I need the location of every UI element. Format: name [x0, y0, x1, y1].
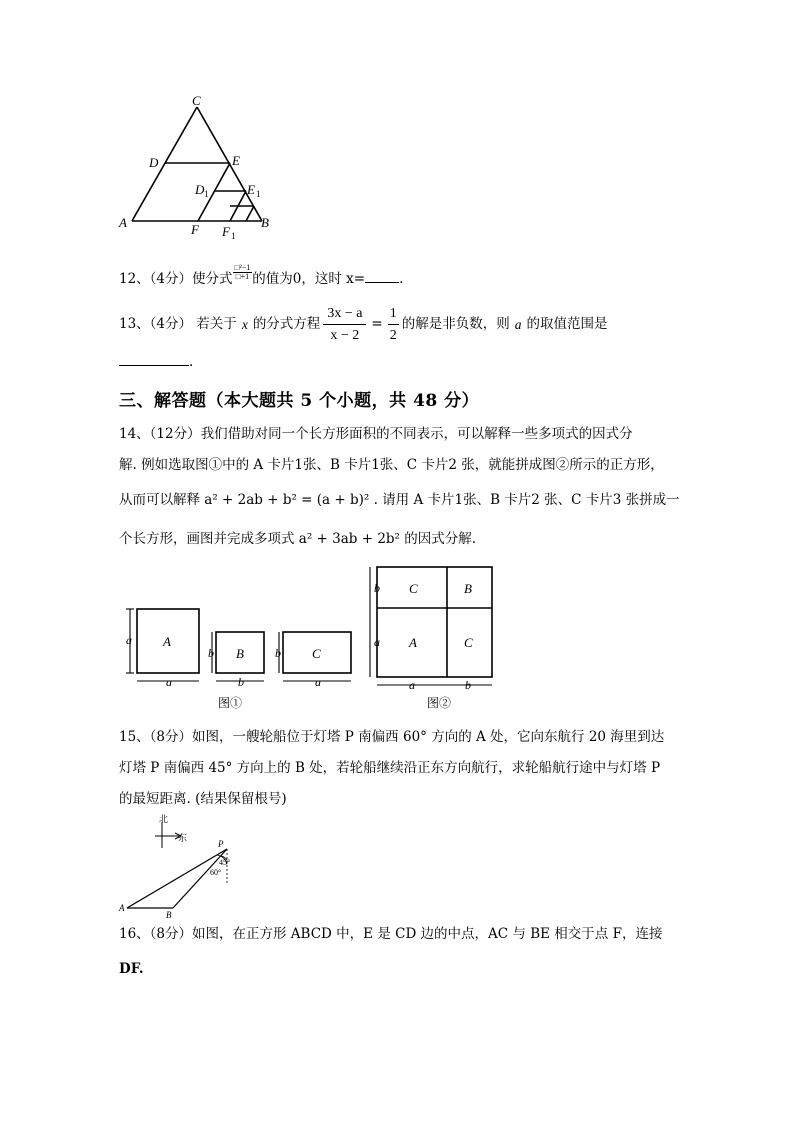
q14-line4: 个长方形，画图并完成多项式 a² + 3ab + 2b² 的因式分解.	[119, 531, 477, 547]
label-D1-sub: 1	[204, 189, 209, 199]
q16-line1: 16、（8分）如图，在正方形 ABCD 中，E 是 CD 边的中点，AC 与 BE 相交于点 F，连接	[119, 926, 663, 942]
fig2-dim-b-h: b	[465, 678, 471, 692]
q13-var-a: a	[514, 317, 522, 333]
card-A-label: A	[163, 634, 171, 649]
q13-lhs-fraction	[323, 307, 366, 343]
question-13	[119, 307, 607, 343]
label-E1: E	[247, 182, 255, 197]
q13-answer-line	[119, 356, 193, 370]
q12-suffix: 的值为0，这时 x=	[252, 271, 366, 287]
section-3-title: 三、解答题（本大题共 5 个小题，共 48 分）	[119, 391, 480, 411]
cards-figure	[122, 562, 507, 712]
label-45: 45°	[219, 858, 231, 867]
figure2-square	[377, 567, 492, 677]
q13-answer-blank[interactable]	[119, 365, 189, 366]
triangle-figure	[115, 90, 285, 240]
q15-line1: 15、（8分）如图，一艘轮船位于灯塔 P 南偏西 60° 方向的 A 处，它向东航行 20 海里到达	[119, 729, 665, 745]
q12-numerator: □²−1	[234, 263, 251, 272]
q14-line3: 从而可以解释 a² + 2ab + b² = (a + b)² . 请用 A 卡片1张、B 卡片2 张、C 卡片3 张拼成一	[119, 492, 680, 508]
card-C-label: C	[312, 646, 321, 661]
label-A-ship: A	[119, 903, 125, 913]
fig2-dim-a-v: a	[374, 635, 380, 649]
q13-eq: =	[371, 316, 383, 333]
q13-lhs-num: 3x − a	[323, 307, 366, 325]
fig2-dim-a-h: a	[409, 678, 415, 692]
north-label: 北	[159, 814, 169, 824]
label-E1-sub: 1	[256, 189, 261, 199]
q14-line1: 14、（12分）我们借助对同一个长方形面积的不同表示，可以解释一些多项式的因式分	[119, 426, 633, 442]
q13-lhs-den: x − 2	[330, 328, 360, 343]
q13-prefix: 13、（4分） 若关于	[119, 316, 237, 333]
east-label: 东	[178, 833, 188, 843]
q13-rhs-fraction	[388, 307, 399, 343]
caption-fig1: 图①	[218, 696, 243, 710]
q13-end: 的取值范围是	[526, 316, 608, 333]
q12-denominator: □+1	[235, 272, 250, 281]
label-F1-sub: 1	[231, 231, 236, 240]
fig2-dim-b-v: b	[374, 581, 380, 595]
q13-suffix: 的解是非负数，则	[401, 316, 510, 333]
label-D: D	[149, 155, 159, 170]
dim-b-B-h: b	[238, 675, 244, 689]
label-D1: D	[195, 182, 205, 197]
fig2-C1: C	[409, 581, 418, 596]
q13-var-x: x	[241, 317, 248, 333]
q12-answer-blank[interactable]	[365, 282, 399, 283]
dim-b-C-v: b	[275, 646, 281, 660]
q16-line2: DF.	[119, 961, 144, 977]
q13-tail: .	[189, 354, 194, 370]
dim-a-C-h: a	[315, 675, 321, 689]
fig2-B: B	[464, 581, 472, 596]
dim-a-A-h: a	[166, 675, 172, 689]
q12-fraction	[233, 264, 253, 281]
label-B: B	[261, 215, 269, 230]
q13-rhs-den: 2	[389, 328, 397, 343]
card-B-label: B	[236, 646, 244, 661]
fig2-A: A	[409, 635, 417, 650]
label-C: C	[192, 93, 201, 108]
question-12	[119, 264, 403, 287]
q12-prefix: 12、（4分）使分式	[119, 271, 233, 287]
ship-figure	[115, 812, 255, 920]
label-B-ship: B	[166, 910, 172, 920]
label-60: 60°	[210, 868, 222, 877]
q13-rhs-num: 1	[388, 307, 399, 325]
q12-end: .	[399, 271, 404, 287]
label-F1: F	[222, 224, 230, 239]
label-F: F	[191, 222, 199, 237]
q15-line2: 灯塔 P 南偏西 45° 方向上的 B 处，若轮船继续沿正东方向航行，求轮船航行途中与灯塔 P	[119, 760, 661, 776]
label-A: A	[119, 215, 127, 230]
q15-line3: 的最短距离. (结果保留根号)	[119, 791, 287, 807]
fig2-C2: C	[464, 635, 473, 650]
q13-mid: 的分式方程	[252, 316, 321, 333]
dim-b-B-v: b	[208, 646, 214, 660]
q14-line2: 解. 例如选取图①中的 A 卡片1张、B 卡片1张、C 卡片2 张，就能拼成图②所示的正方形，	[119, 457, 664, 473]
caption-fig2: 图②	[427, 696, 452, 710]
label-E: E	[232, 153, 240, 168]
dim-a-A-v: a	[126, 633, 132, 647]
label-P: P	[218, 839, 224, 849]
